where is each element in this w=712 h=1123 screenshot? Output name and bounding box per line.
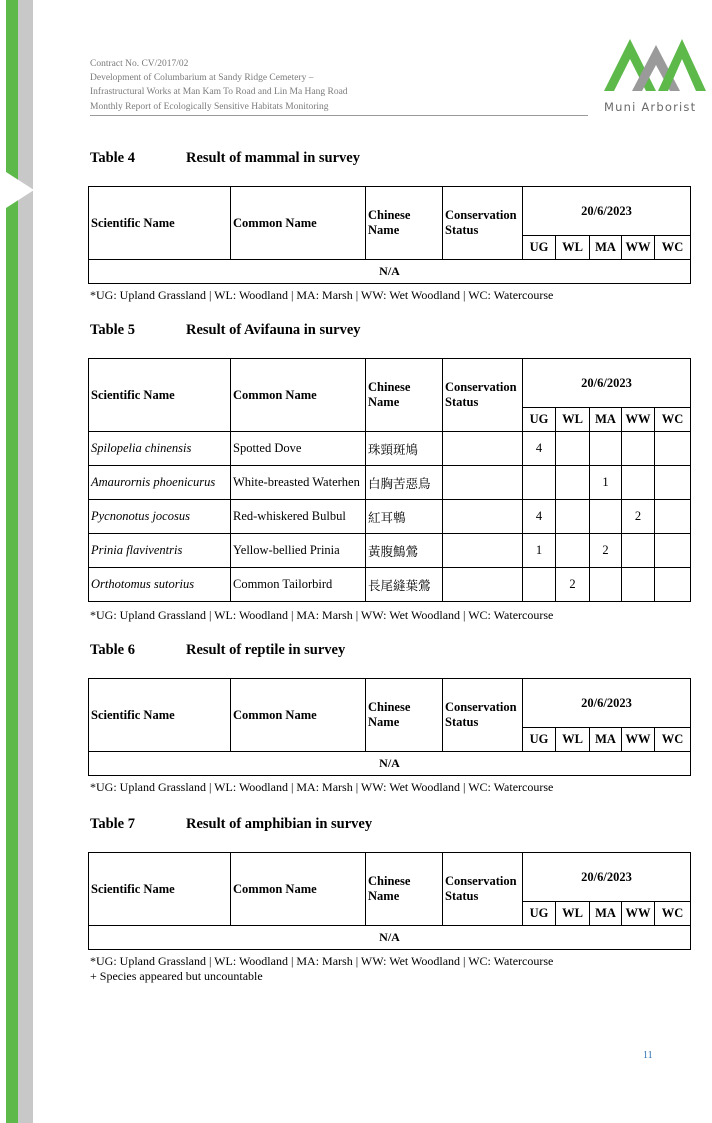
col-habitat-wc: WC xyxy=(655,408,691,432)
col-conservation-status: Conservation Status xyxy=(443,853,523,926)
col-conservation-status: Conservation Status xyxy=(443,359,523,432)
col-habitat-ug: UG xyxy=(523,236,556,260)
col-habitat-wc: WC xyxy=(655,902,691,926)
chinese-name-cell: 長尾縫葉鶯 xyxy=(366,568,443,602)
col-survey-date: 20/6/2023 xyxy=(523,679,691,728)
col-conservation-status: Conservation Status xyxy=(443,187,523,260)
count-ma-cell xyxy=(590,568,622,602)
count-ma-cell: 2 xyxy=(590,534,622,568)
col-survey-date: 20/6/2023 xyxy=(523,187,691,236)
col-habitat-ug: UG xyxy=(523,728,556,752)
col-habitat-wl: WL xyxy=(556,728,590,752)
scientific-name-cell: Amaurornis phoenicurus xyxy=(89,466,231,500)
col-chinese-name: Chinese Name xyxy=(366,853,443,926)
col-habitat-ma: MA xyxy=(590,408,622,432)
count-wc-cell xyxy=(655,534,691,568)
scientific-name-cell: Pycnonotus jocosus xyxy=(89,500,231,534)
count-ug-cell: 1 xyxy=(523,534,556,568)
table-number: Table 6 xyxy=(90,642,135,658)
count-ma-cell: 1 xyxy=(590,466,622,500)
habitat-legend: *UG: Upland Grassland | WL: Woodland | MA: Marsh | WW: Wet Woodland | WC: Watercourse xyxy=(90,780,554,794)
scientific-name-cell: Spilopelia chinensis xyxy=(89,432,231,466)
conservation-status-cell xyxy=(443,568,523,602)
header-line: Contract No. CV/2017/02 xyxy=(90,59,189,69)
count-ww-cell xyxy=(622,568,655,602)
col-scientific-name: Scientific Name xyxy=(89,679,231,752)
count-ug-cell xyxy=(523,466,556,500)
count-ug-cell: 4 xyxy=(523,500,556,534)
reptile-table xyxy=(88,678,691,776)
table-7-caption xyxy=(90,816,372,833)
count-wl-cell xyxy=(556,432,590,466)
section-arrow-marker xyxy=(6,172,34,208)
col-habitat-ug: UG xyxy=(523,902,556,926)
col-common-name: Common Name xyxy=(231,187,366,260)
count-ww-cell xyxy=(622,534,655,568)
table-row xyxy=(89,568,691,602)
uncountable-footnote: + Species appeared but uncountable xyxy=(90,969,263,983)
count-wc-cell xyxy=(655,466,691,500)
conservation-status-cell xyxy=(443,432,523,466)
col-chinese-name: Chinese Name xyxy=(366,187,443,260)
count-ug-cell: 4 xyxy=(523,432,556,466)
left-margin-green-bar xyxy=(6,0,18,1123)
habitat-legend: *UG: Upland Grassland | WL: Woodland | MA: Marsh | WW: Wet Woodland | WC: Watercourse xyxy=(90,954,554,968)
header-line: Infrastructural Works at Man Kam To Road and Lin Ma Hang Road xyxy=(90,87,348,98)
col-scientific-name: Scientific Name xyxy=(89,187,231,260)
habitat-legend: *UG: Upland Grassland | WL: Woodland | MA: Marsh | WW: Wet Woodland | WC: Watercourse xyxy=(90,608,554,622)
no-record-cell: N/A xyxy=(89,260,691,284)
chinese-name-cell: 紅耳鵯 xyxy=(366,500,443,534)
col-scientific-name: Scientific Name xyxy=(89,853,231,926)
common-name-cell: Yellow-bellied Prinia xyxy=(231,534,366,568)
col-common-name: Common Name xyxy=(231,359,366,432)
col-habitat-ww: WW xyxy=(622,728,655,752)
conservation-status-cell xyxy=(443,466,523,500)
col-habitat-ug: UG xyxy=(523,408,556,432)
col-habitat-ww: WW xyxy=(622,236,655,260)
no-record-cell: N/A xyxy=(89,926,691,950)
col-habitat-wl: WL xyxy=(556,408,590,432)
count-wl-cell: 2 xyxy=(556,568,590,602)
header-line: Monthly Report of Ecologically Sensitive Habitats Monitoring xyxy=(90,101,329,112)
col-survey-date: 20/6/2023 xyxy=(523,359,691,408)
col-common-name: Common Name xyxy=(231,853,366,926)
col-habitat-ww: WW xyxy=(622,408,655,432)
scientific-name-cell: Prinia flaviventris xyxy=(89,534,231,568)
chinese-name-cell: 黃腹鷦鶯 xyxy=(366,534,443,568)
col-habitat-wl: WL xyxy=(556,236,590,260)
count-wc-cell xyxy=(655,568,691,602)
table-number: Table 4 xyxy=(90,150,135,166)
count-wl-cell xyxy=(556,466,590,500)
col-common-name: Common Name xyxy=(231,679,366,752)
count-ww-cell: 2 xyxy=(622,500,655,534)
amphibian-table xyxy=(88,852,691,950)
chinese-name-cell: 白胸苦惡鳥 xyxy=(366,466,443,500)
table-title: Result of mammal in survey xyxy=(186,150,360,166)
table-row xyxy=(89,500,691,534)
table-row xyxy=(89,432,691,466)
brand-name: Muni Arborist xyxy=(604,100,697,114)
count-wl-cell xyxy=(556,534,590,568)
common-name-cell: Spotted Dove xyxy=(231,432,366,466)
table-row xyxy=(89,534,691,568)
col-chinese-name: Chinese Name xyxy=(366,359,443,432)
common-name-cell: Common Tailorbird xyxy=(231,568,366,602)
table-title: Result of reptile in survey xyxy=(186,642,346,658)
no-record-cell: N/A xyxy=(89,752,691,776)
table-number: Table 5 xyxy=(90,322,135,338)
col-survey-date: 20/6/2023 xyxy=(523,853,691,902)
col-chinese-name: Chinese Name xyxy=(366,679,443,752)
page-number: 11 xyxy=(643,1050,653,1061)
count-wc-cell xyxy=(655,432,691,466)
count-ww-cell xyxy=(622,432,655,466)
table-6-caption xyxy=(90,642,345,659)
count-ug-cell xyxy=(523,568,556,602)
col-habitat-ma: MA xyxy=(590,728,622,752)
avifauna-table xyxy=(88,358,691,602)
chinese-name-cell: 珠頸斑鳩 xyxy=(366,432,443,466)
col-conservation-status: Conservation Status xyxy=(443,679,523,752)
habitat-legend: *UG: Upland Grassland | WL: Woodland | MA: Marsh | WW: Wet Woodland | WC: Watercourse xyxy=(90,288,554,302)
col-habitat-wc: WC xyxy=(655,728,691,752)
count-ww-cell xyxy=(622,466,655,500)
table-title: Result of Avifauna in survey xyxy=(186,322,361,338)
count-ma-cell xyxy=(590,500,622,534)
col-scientific-name: Scientific Name xyxy=(89,359,231,432)
col-habitat-ww: WW xyxy=(622,902,655,926)
table-4-caption xyxy=(90,150,360,167)
conservation-status-cell xyxy=(443,500,523,534)
count-ma-cell xyxy=(590,432,622,466)
table-row xyxy=(89,466,691,500)
scientific-name-cell: Orthotomus sutorius xyxy=(89,568,231,602)
count-wc-cell xyxy=(655,500,691,534)
table-title: Result of amphibian in survey xyxy=(186,816,373,832)
table-5-caption xyxy=(90,322,361,339)
common-name-cell: White-breasted Waterhen xyxy=(231,466,366,500)
col-habitat-ma: MA xyxy=(590,902,622,926)
mammal-table xyxy=(88,186,691,284)
col-habitat-wc: WC xyxy=(655,236,691,260)
report-header xyxy=(90,57,588,116)
count-wl-cell xyxy=(556,500,590,534)
left-margin-grey-bar xyxy=(18,0,33,1123)
table-number: Table 7 xyxy=(90,816,135,832)
conservation-status-cell xyxy=(443,534,523,568)
col-habitat-wl: WL xyxy=(556,902,590,926)
header-line: Development of Columbarium at Sandy Ridge Cemetery – xyxy=(90,73,314,84)
common-name-cell: Red-whiskered Bulbul xyxy=(231,500,366,534)
col-habitat-ma: MA xyxy=(590,236,622,260)
